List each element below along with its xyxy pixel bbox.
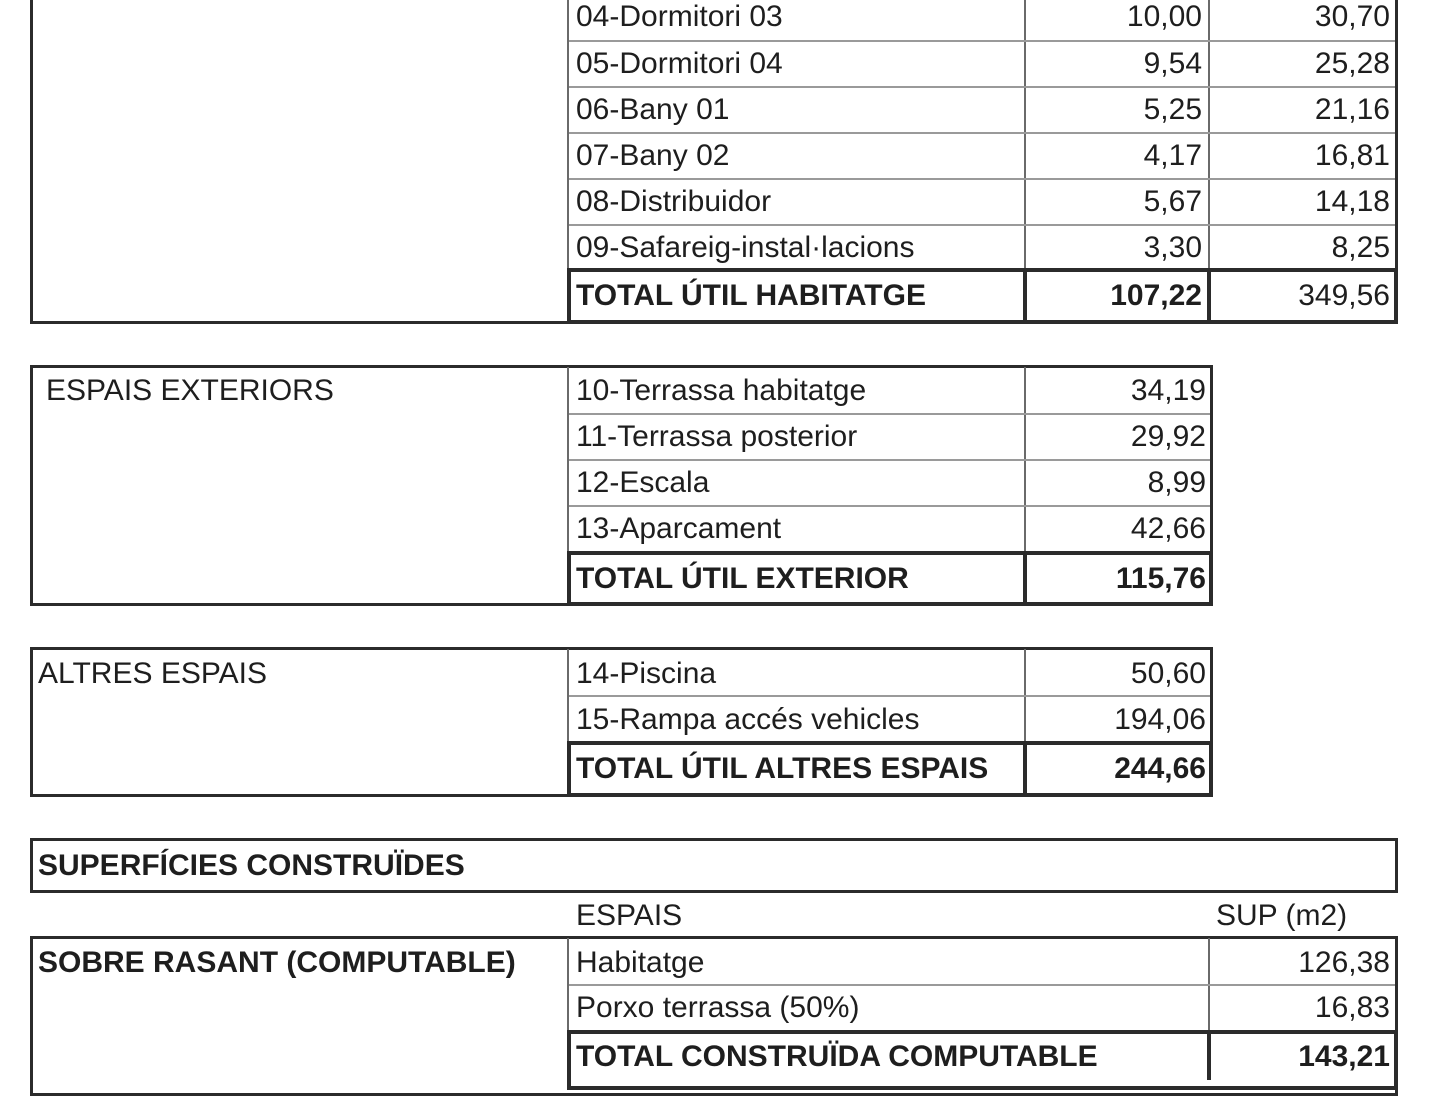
room-name: 08-Distribuidor <box>576 185 772 218</box>
room-area: 50,60 <box>1130 657 1206 690</box>
room-value: 16,81 <box>1314 139 1390 172</box>
room-name: 05-Dormitori 04 <box>576 47 783 80</box>
room-value: 25,28 <box>1314 47 1390 80</box>
room-name: 12-Escala <box>576 466 710 499</box>
room-name: 15-Rampa accés vehicles <box>576 703 920 736</box>
total-area: 244,66 <box>1114 752 1206 785</box>
total-label: TOTAL ÚTIL HABITATGE <box>576 279 926 312</box>
room-name: 13-Aparcament <box>576 512 782 545</box>
room-area: 5,25 <box>1143 93 1202 126</box>
construides-title: SUPERFÍCIES CONSTRUÏDES <box>38 849 465 882</box>
room-area: 10,00 <box>1126 0 1202 33</box>
total-divider <box>1207 270 1211 322</box>
room-value: 14,18 <box>1314 185 1390 218</box>
total-area: 143,21 <box>1298 1040 1390 1073</box>
room-name: 14-Piscina <box>576 657 717 690</box>
room-area: 8,99 <box>1147 466 1206 499</box>
room-name: 04-Dormitori 03 <box>576 0 783 33</box>
total-label: TOTAL ÚTIL ALTRES ESPAIS <box>576 752 989 785</box>
column-header-sup: SUP (m2) <box>1216 899 1348 932</box>
room-value: 30,70 <box>1314 0 1390 33</box>
room-area: 194,06 <box>1114 703 1206 736</box>
room-value: 21,16 <box>1314 93 1390 126</box>
room-name: 06-Bany 01 <box>576 93 730 126</box>
total-divider <box>1023 270 1027 322</box>
total-divider <box>1023 553 1027 604</box>
space-area: 16,83 <box>1314 991 1390 1024</box>
space-name: Porxo terrassa (50%) <box>576 991 860 1024</box>
room-name: 10-Terrassa habitatge <box>576 374 867 407</box>
room-area: 5,67 <box>1143 185 1202 218</box>
total-divider <box>1207 1032 1211 1080</box>
room-area: 34,19 <box>1130 374 1206 407</box>
section-label: ESPAIS EXTERIORS <box>46 374 334 407</box>
total-area: 107,22 <box>1110 279 1202 312</box>
room-value: 8,25 <box>1331 231 1390 264</box>
section-label: ALTRES ESPAIS <box>38 657 267 690</box>
room-area: 29,92 <box>1130 420 1206 453</box>
room-area: 3,30 <box>1143 231 1202 264</box>
room-area: 4,17 <box>1143 139 1202 172</box>
column-header-espais: ESPAIS <box>576 899 683 932</box>
section-label: SOBRE RASANT (COMPUTABLE) <box>38 946 516 979</box>
space-name: Habitatge <box>576 946 705 979</box>
room-area: 9,54 <box>1143 47 1202 80</box>
space-area: 126,38 <box>1298 946 1390 979</box>
total-divider <box>1023 743 1027 795</box>
total-label: TOTAL CONSTRUÏDA COMPUTABLE <box>576 1040 1098 1073</box>
room-name: 09-Safareig-instal·lacions <box>576 231 915 264</box>
total-label: TOTAL ÚTIL EXTERIOR <box>576 562 909 595</box>
room-name: 07-Bany 02 <box>576 139 730 172</box>
room-area: 42,66 <box>1130 512 1206 545</box>
total-value: 349,56 <box>1298 279 1390 312</box>
total-area: 115,76 <box>1115 562 1206 595</box>
room-name: 11-Terrassa posterior <box>576 420 858 453</box>
